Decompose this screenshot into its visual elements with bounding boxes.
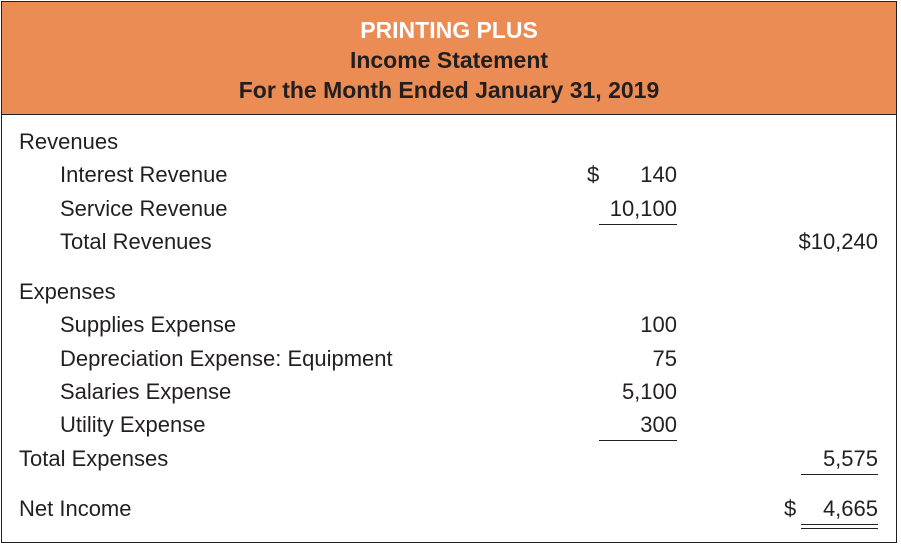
expenses-subtotal-rule: [599, 440, 677, 441]
total-revenues-label: Total Revenues: [60, 229, 212, 254]
depreciation-expense-row: [2, 344, 896, 374]
total-revenues-row: [2, 227, 896, 257]
net-income-currency: $: [784, 496, 797, 521]
total-expenses-rule: [801, 474, 878, 475]
interest-revenue-label: Interest Revenue: [60, 162, 228, 187]
expenses-heading: Expenses: [19, 279, 116, 304]
supplies-expense-amount: 100: [640, 312, 677, 337]
utility-expense-row: [2, 410, 896, 440]
revenues-heading: Revenues: [19, 129, 119, 154]
total-expenses-amount: 5,575: [822, 446, 878, 471]
interest-revenue-row: [2, 160, 896, 190]
salaries-expense-amount: 5,100: [621, 379, 677, 404]
utility-expense-amount: 300: [640, 412, 677, 437]
statement-header: [2, 2, 896, 115]
net-income-amount: 4,665: [822, 496, 878, 521]
service-revenue-amount: 10,100: [609, 196, 677, 221]
revenues-subtotal-rule: [599, 224, 677, 225]
company-name: PRINTING PLUS: [360, 17, 538, 43]
service-revenue-row: [2, 194, 896, 224]
net-income-row: [2, 494, 896, 524]
interest-revenue-amount: 140: [640, 162, 677, 187]
service-revenue-label: Service Revenue: [60, 196, 228, 221]
total-revenues-amount: $10,240: [798, 229, 878, 254]
net-income-label: Net Income: [19, 496, 132, 521]
expenses-heading-row: [2, 277, 896, 307]
salaries-expense-row: [2, 377, 896, 407]
statement-period: For the Month Ended January 31, 2019: [238, 77, 660, 103]
total-expenses-label: Total Expenses: [19, 446, 169, 471]
interest-revenue-currency: $: [587, 162, 600, 187]
statement-title: Income Statement: [349, 47, 549, 73]
supplies-expense-label: Supplies Expense: [60, 312, 237, 337]
salaries-expense-label: Salaries Expense: [60, 379, 232, 404]
revenues-heading-row: [2, 127, 896, 157]
supplies-expense-row: [2, 310, 896, 340]
depreciation-expense-amount: 75: [652, 346, 677, 371]
income-statement: [1, 1, 897, 543]
net-income-double-rule: [801, 524, 878, 529]
total-expenses-row: [2, 444, 896, 474]
depreciation-expense-label: Depreciation Expense: Equipment: [60, 346, 393, 371]
utility-expense-label: Utility Expense: [60, 412, 206, 437]
